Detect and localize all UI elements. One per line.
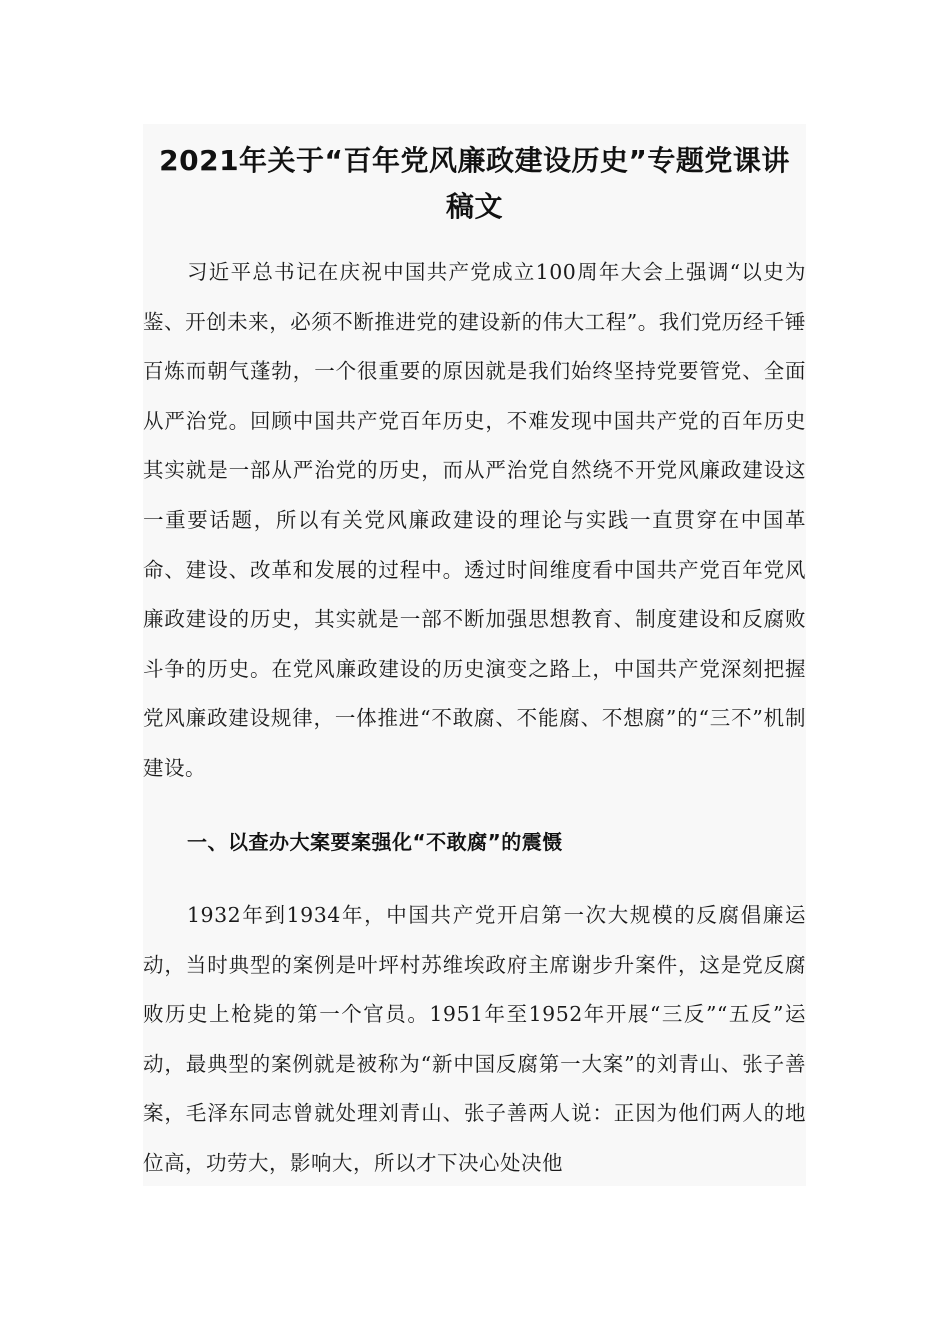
title-line-2: 稿文: [445, 190, 503, 223]
intro-paragraph: 习近平总书记在庆祝中国共产党成立100周年大会上强调“以史为鉴、开创未来，必须不断推进党的建设新的伟大工程”。我们党历经千锤百炼而朝气蓬勃，一个很重要的原因就是我们始终坚持党要管党、全面从严治党。回顾中国共产党百年历史，不难发现中国共产党的百年历史其实就是一部从严治党的历史，而从严治党自然绕不开党风廉政建设这一重要话题，所以有关党风廉政建设的理论与实践一直贯穿在中国革命、建设、改革和发展的过程中。透过时间维度看中国共产党百年党风廉政建设的历史，其实就是一部不断加强思想教育、制度建设和反腐败斗争的历史。在党风廉政建设的历史演变之路上，中国共产党深刻把握党风廉政建设规律，一体推进“不敢腐、不能腐、不想腐”的“三不”机制建设。: [143, 260, 806, 780]
title-line-1: 2021年关于“百年党风廉政建设历史”专题党课讲: [159, 144, 790, 177]
section-heading-1: 一、以查办大案要案强化“不敢腐”的震慑: [187, 830, 563, 854]
section-1-paragraph: 1932年到1934年，中国共产党开启第一次大规模的反腐倡廉运动，当时典型的案例是叶坪村苏维埃政府主席谢步升案件，这是党反腐败历史上枪毙的第一个官员。1951年至1952年开展“三反”“五反”运动，最典型的案例就是被称为“新中国反腐第一大案”的刘青山、张子善案，毛泽东同志曾就处理刘青山、张子善两人说：正因为他们两人的地位高，功劳大，影响大，所以才下决心处决他: [143, 903, 806, 1175]
document-page: [143, 124, 806, 1186]
document-title: [143, 138, 806, 230]
